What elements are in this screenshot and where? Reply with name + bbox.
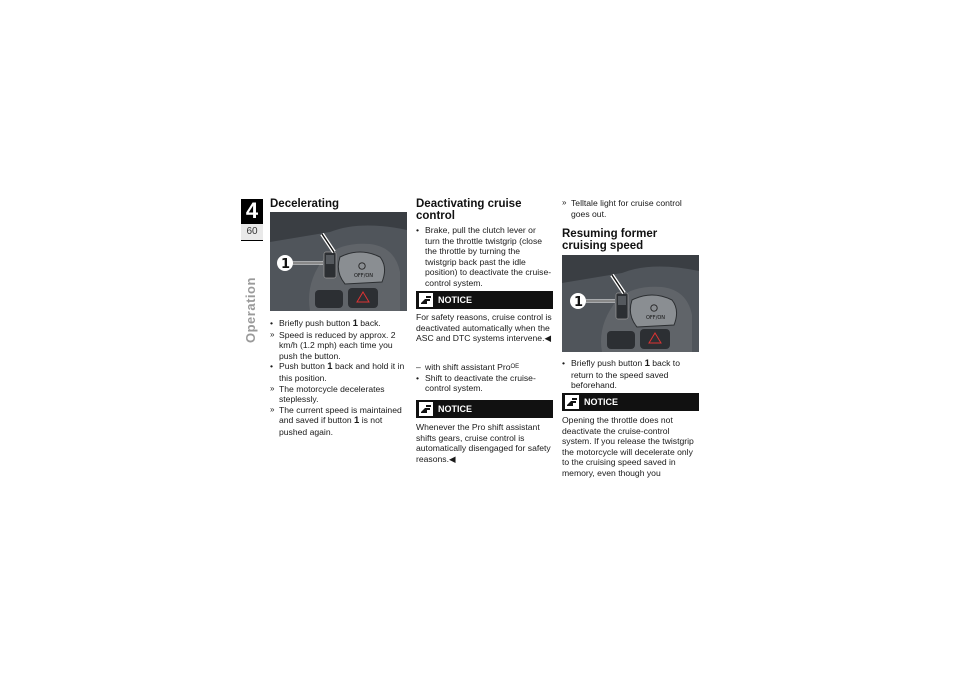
result-marker: » [270,383,275,393]
list-item: » The motorcycle decelerates steplessly. [270,383,385,405]
off-on-label: OFF/ON [354,273,374,279]
bullet-marker: • [562,358,566,368]
notice-bar [416,400,553,418]
list-item: • Briefly push button 1 back to return to the speed saved beforehand. [562,358,680,391]
heading-deactivating: Deactivating cruise control [416,198,522,222]
decelerating-steps [270,318,407,438]
condition-line: – with shift assistant Pro$^{OE}$ [416,362,520,372]
bullet-marker: • [416,225,420,235]
bullet-marker: • [270,361,274,372]
handlebar-switch-figure [562,255,699,352]
notice-text: Whenever the Pro shift assistant shifts gears, cruise control is automatically disengaged for safety reasons.◀ [416,422,551,464]
list-item: • Brake, pull the clutch lever or turn the throttle twistgrip (close the throttle by turning the twistgrip back past the idle position) to deactivate the cruise-control system. [416,225,552,288]
dash-marker: – [416,362,421,372]
notice-text: Opening the throttle does not deactivate the cruise-control system. If you release the twistgrip the motorcycle will decelerate only to the cruising speed saved in memory, even though you [562,415,694,478]
notice-label: NOTICE [438,404,473,414]
notice-hand-icon [565,395,579,409]
notice-bar [562,393,699,411]
end-marker: ◀ [544,333,552,344]
result-marker: » [270,404,275,414]
list-item: » Speed is reduced by approx. 2 km/h (1.2 mph) each time you push the button. [270,329,396,361]
notice-bar [416,291,553,309]
bullet-marker: • [270,318,274,328]
chapter-number: 4 [245,198,259,223]
notice-hand-icon [419,293,433,307]
heading-resuming: Resuming former cruising speed [562,228,658,252]
result-marker: » [270,329,275,339]
list-item: • Briefly push button 1 back. [270,318,381,329]
handlebar-switch-illustration [562,255,699,352]
bullet-marker: • [416,372,420,383]
heading-decelerating: Decelerating [270,198,340,210]
result-marker: » [562,198,567,207]
figure-callout-1: 1 [281,257,291,272]
off-on-label: OFF/ON [646,315,666,321]
handlebar-switch-figure [270,212,407,311]
list-item: » The current speed is maintained and saved if button 1 is not pushed again. [270,404,402,437]
list-item: • Push button 1 back and hold it in this position. [270,361,405,383]
handlebar-switch-illustration [270,212,407,311]
page-number: 60 [241,224,263,240]
list-item: • Shift to deactivate the cruise-control system. [416,372,536,394]
list-item: » Telltale light for cruise control goes out. [562,198,682,219]
notice-hand-icon [419,402,433,416]
notice-label: NOTICE [584,397,619,407]
notice-label: NOTICE [438,295,473,305]
notice-text: For safety reasons, cruise control is deactivated automatically when the ASC and DTC systems intervene.◀ [416,312,552,344]
end-marker: ◀ [448,453,456,464]
figure-callout-1: 1 [574,295,584,310]
section-title: Operation [243,277,258,343]
option-marker: OE [510,364,520,370]
